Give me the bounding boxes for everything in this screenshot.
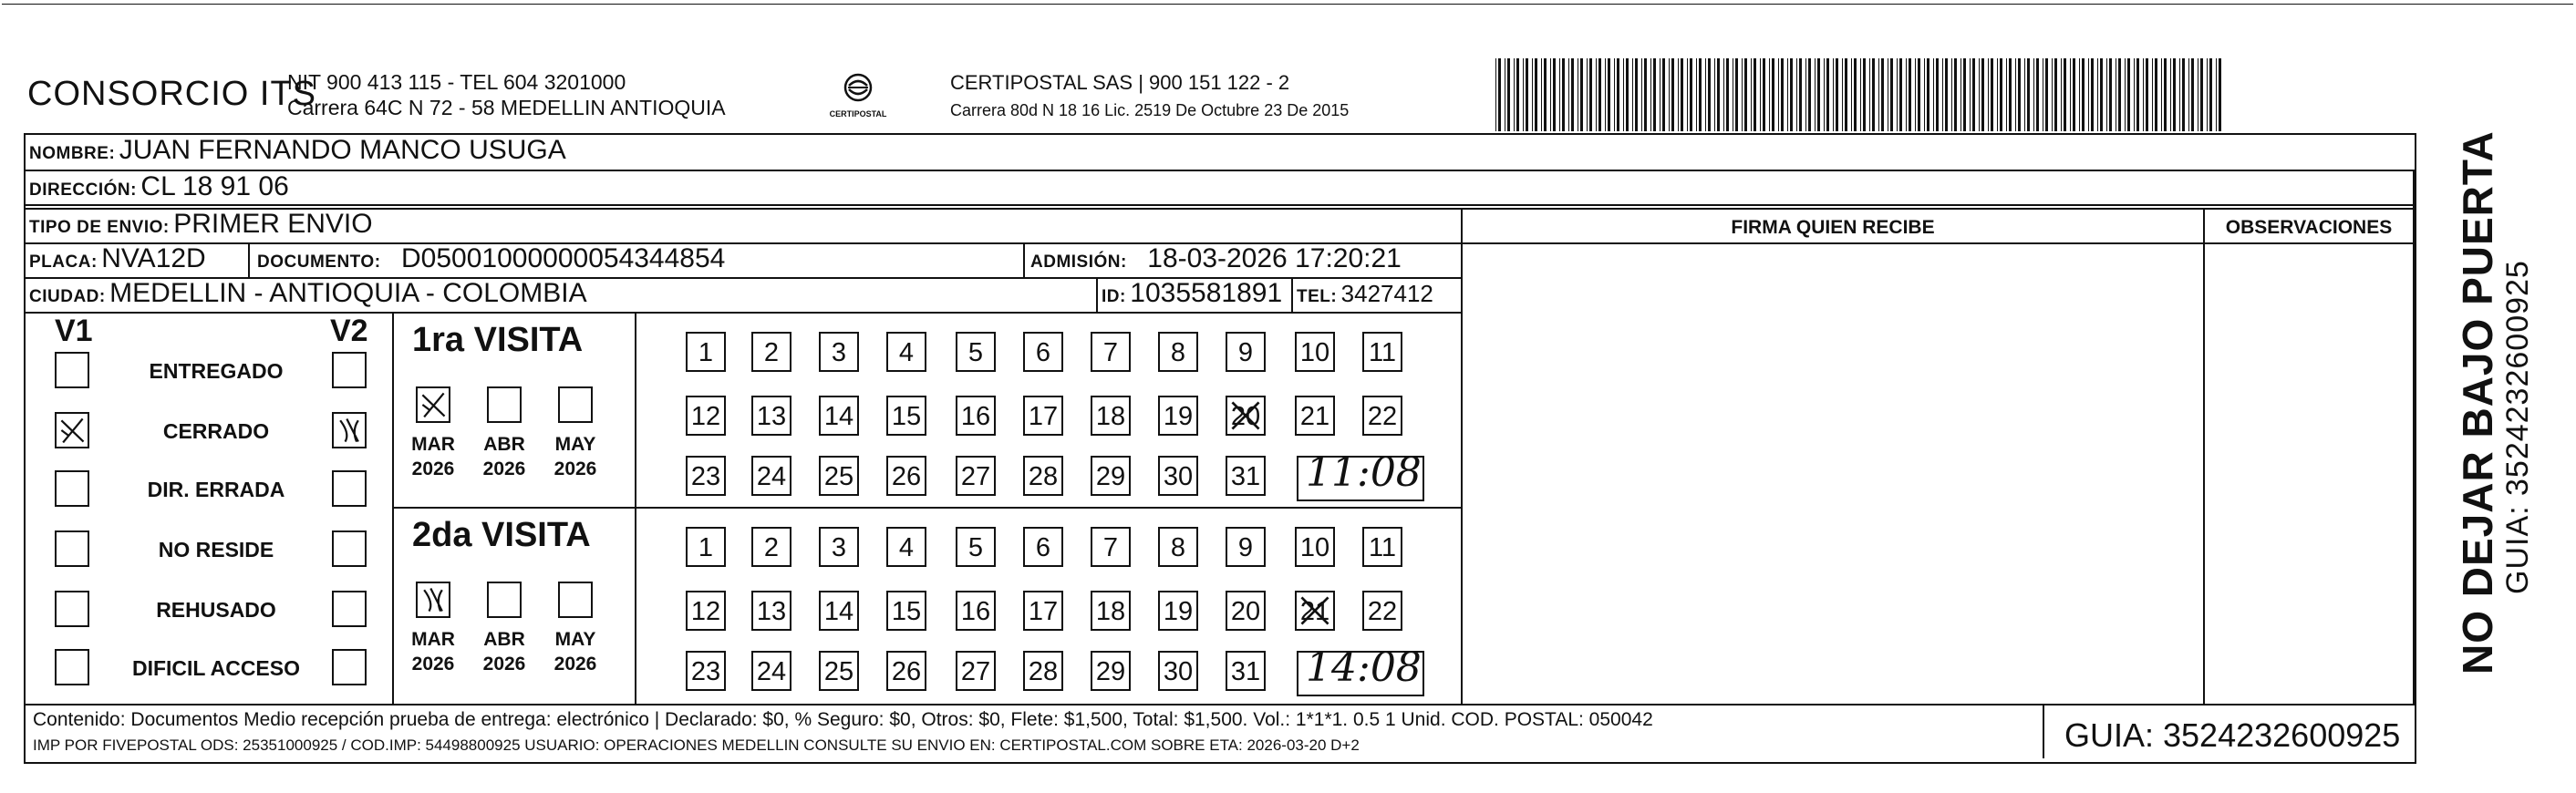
day-box[interactable] <box>1362 591 1402 631</box>
day-box[interactable] <box>1226 651 1266 691</box>
day-box[interactable] <box>1091 591 1131 631</box>
nombre-value: JUAN FERNANDO MANCO USUGA <box>119 135 566 165</box>
day-number: 4 <box>898 338 915 367</box>
certipostal-logo <box>821 67 895 126</box>
day-number: 27 <box>960 657 991 686</box>
v1-checkbox[interactable] <box>55 352 89 388</box>
day-number: 2 <box>763 338 780 367</box>
logo-text: CERTIPOSTAL <box>829 109 887 118</box>
day-number: 17 <box>1028 597 1059 626</box>
day-number: 1 <box>698 338 714 367</box>
day-number: 18 <box>1095 597 1126 626</box>
v2-checkbox[interactable] <box>332 591 367 627</box>
v1-checkbox[interactable] <box>55 470 89 507</box>
day-box[interactable] <box>1362 332 1402 372</box>
day-box[interactable] <box>686 456 726 496</box>
day-number: 16 <box>960 597 991 626</box>
day-number: 9 <box>1237 338 1254 367</box>
handwritten-time: 11:08 <box>1306 449 1422 496</box>
rule-6 <box>24 312 1461 314</box>
day-box[interactable] <box>1226 527 1266 567</box>
month-name: ABR <box>483 629 525 650</box>
visit-time-box[interactable] <box>1297 644 1424 696</box>
no-dejar-warning: NO DEJAR BAJO PUERTA <box>2454 130 2501 675</box>
tipo-envio-value: PRIMER ENVIO <box>173 209 373 239</box>
vrule-status <box>392 312 394 704</box>
ciudad-field <box>29 278 587 309</box>
month-name: MAR <box>411 434 455 455</box>
company-info <box>287 69 726 120</box>
id-field <box>1102 278 1282 309</box>
nit-line: NIT 900 413 115 - TEL 604 3201000 <box>287 70 626 94</box>
rule-2 <box>24 204 2415 206</box>
day-number: 14 <box>823 402 854 431</box>
admision-field <box>1030 243 1402 274</box>
tipo-envio-field <box>29 209 373 240</box>
day-number: 3 <box>831 533 847 562</box>
day-number: 25 <box>823 657 854 686</box>
day-number: 24 <box>756 462 787 491</box>
day-box[interactable] <box>1226 332 1266 372</box>
day-number: 27 <box>960 462 991 491</box>
rule-7 <box>392 507 1461 509</box>
v1-label: V1 <box>55 314 93 348</box>
day-number: 14 <box>823 597 854 626</box>
v1-checkbox[interactable] <box>55 649 89 685</box>
day-number: 20 <box>1230 597 1261 626</box>
day-box[interactable] <box>686 527 726 567</box>
ciudad-label: CIUDAD: <box>29 287 106 306</box>
v2-checkbox[interactable] <box>332 412 367 448</box>
day-box[interactable] <box>819 651 859 691</box>
admision-label: ADMISIÓN: <box>1030 252 1127 272</box>
vrule-months <box>635 312 636 704</box>
month-label <box>546 627 605 676</box>
day-box[interactable] <box>686 396 726 436</box>
firma-column-head: FIRMA QUIEN RECIBE <box>1731 217 1935 238</box>
month-checkbox[interactable] <box>558 582 593 618</box>
day-box[interactable] <box>1023 396 1063 436</box>
month-label <box>546 432 605 481</box>
v2-checkbox[interactable] <box>332 470 367 507</box>
day-box[interactable] <box>1158 591 1198 631</box>
day-number: 8 <box>1170 533 1186 562</box>
placa-value: NVA12D <box>101 243 206 273</box>
v2-checkbox[interactable] <box>332 530 367 567</box>
day-box[interactable] <box>1023 332 1063 372</box>
documento-value: D05001000000054344854 <box>401 243 726 273</box>
day-number: 26 <box>891 462 922 491</box>
vrule-placa <box>248 242 250 277</box>
day-box[interactable] <box>956 396 996 436</box>
month-label <box>475 627 533 676</box>
footer-contenido: Contenido: Documentos Medio recepción prueba de entrega: electrónico | Declarado: $0, % Seguro: $0, Otros: $0, Flete: $1,500, Total: $1,500. Vol.: 1*1*1. 0.5 1 Unid. COD. POSTAL: 050042 <box>33 709 1653 730</box>
month-checkbox[interactable] <box>487 386 522 423</box>
day-box[interactable] <box>1158 651 1198 691</box>
day-number: 19 <box>1163 597 1194 626</box>
day-number: 13 <box>756 402 787 431</box>
visit-time-box[interactable] <box>1297 449 1424 501</box>
footer-guia: GUIA: 3524232600925 <box>2064 716 2401 754</box>
day-box[interactable] <box>1226 591 1266 631</box>
day-number: 26 <box>891 657 922 686</box>
day-number: 21 <box>1299 597 1330 626</box>
day-number: 5 <box>967 533 984 562</box>
day-box[interactable] <box>819 527 859 567</box>
footer-imp: IMP POR FIVEPOSTAL ODS: 25351000925 / COD.IMP: 54498800925 USUARIO: OPERACIONES MEDELLIN CONSULTE SU ENVIO EN: CERTIPOSTAL.COM SOBRE ETA: 2026-03-20 D+2 <box>33 736 1360 754</box>
day-box[interactable] <box>1023 527 1063 567</box>
day-number: 28 <box>1028 657 1059 686</box>
day-box[interactable] <box>956 456 996 496</box>
day-number: 6 <box>1035 338 1051 367</box>
day-box[interactable] <box>751 527 791 567</box>
day-box[interactable] <box>1023 456 1063 496</box>
nombre-field <box>29 135 566 166</box>
day-box[interactable] <box>1091 527 1131 567</box>
admision-value: 18-03-2026 17:20:21 <box>1147 243 1402 273</box>
day-number: 2 <box>763 533 780 562</box>
tel-field <box>1297 280 1433 308</box>
documento-label: DOCUMENTO: <box>257 252 381 272</box>
day-number: 22 <box>1367 402 1398 431</box>
day-number: 11 <box>1368 533 1397 562</box>
day-box[interactable] <box>886 332 926 372</box>
day-number: 3 <box>831 338 847 367</box>
documento-field <box>257 243 725 274</box>
day-box[interactable] <box>1158 332 1198 372</box>
ciudad-value: MEDELLIN - ANTIOQUIA - COLOMBIA <box>109 278 587 308</box>
day-number: 15 <box>891 597 922 626</box>
day-box[interactable] <box>686 591 726 631</box>
day-box[interactable] <box>1023 591 1063 631</box>
day-number: 29 <box>1095 657 1126 686</box>
month-year: 2026 <box>553 458 597 479</box>
vrule-guia <box>2043 704 2044 758</box>
month-checkbox[interactable] <box>416 582 450 618</box>
month-year: 2026 <box>482 458 526 479</box>
day-box[interactable] <box>819 396 859 436</box>
month-checkbox[interactable] <box>558 386 593 423</box>
day-box[interactable] <box>819 591 859 631</box>
day-box[interactable] <box>751 591 791 631</box>
day-number: 12 <box>690 597 721 626</box>
day-box[interactable] <box>1091 332 1131 372</box>
month-checkbox[interactable] <box>416 386 450 423</box>
day-number: 22 <box>1367 597 1398 626</box>
day-number: 29 <box>1095 462 1126 491</box>
day-number: 18 <box>1095 402 1126 431</box>
day-number: 4 <box>898 533 915 562</box>
carrier-line: CERTIPOSTAL SAS | 900 151 122 - 2 <box>950 71 1290 94</box>
v2-checkbox[interactable] <box>332 352 367 388</box>
day-box[interactable] <box>1091 456 1131 496</box>
day-number: 24 <box>756 657 787 686</box>
day-box[interactable] <box>886 456 926 496</box>
day-box[interactable] <box>1295 396 1335 436</box>
day-number: 7 <box>1102 338 1119 367</box>
carrier-license: Carrera 80d N 18 16 Lic. 2519 De Octubre 23 De 2015 <box>950 101 1350 119</box>
day-box[interactable] <box>819 332 859 372</box>
day-box[interactable] <box>886 396 926 436</box>
day-number: 25 <box>823 462 854 491</box>
day-number: 30 <box>1163 462 1194 491</box>
day-box[interactable] <box>686 332 726 372</box>
month-year: 2026 <box>482 654 526 675</box>
v2-label: V2 <box>330 314 368 348</box>
month-label <box>404 627 462 676</box>
day-number: 31 <box>1230 462 1261 491</box>
vrule-tel <box>1291 277 1293 312</box>
day-box[interactable] <box>956 527 996 567</box>
id-value: 1035581891 <box>1130 278 1283 308</box>
status-option-label: DIFICIL ACCESO <box>131 656 300 680</box>
observaciones-column-head: OBSERVACIONES <box>2225 217 2393 238</box>
day-number: 7 <box>1102 533 1119 562</box>
day-box[interactable] <box>1362 527 1402 567</box>
direccion-field <box>29 171 289 202</box>
day-box[interactable] <box>1023 651 1063 691</box>
day-number: 23 <box>690 657 721 686</box>
month-year: 2026 <box>553 654 597 675</box>
visit-title: 1ra VISITA <box>412 321 584 359</box>
vrule-obs-left <box>2203 208 2205 704</box>
day-box[interactable] <box>1091 651 1131 691</box>
day-number: 6 <box>1035 533 1051 562</box>
day-box[interactable] <box>1158 396 1198 436</box>
day-number: 11 <box>1368 338 1397 367</box>
tel-value: 3427412 <box>1340 280 1433 307</box>
rule-3 <box>24 208 2415 210</box>
day-box[interactable] <box>1295 591 1335 631</box>
month-label <box>475 432 533 481</box>
v1-checkbox[interactable] <box>55 530 89 567</box>
v2-checkbox[interactable] <box>332 649 367 685</box>
status-option-label: DIR. ERRADA <box>147 478 285 501</box>
rule-1 <box>24 170 2415 171</box>
handwritten-time: 14:08 <box>1306 644 1422 691</box>
day-box[interactable] <box>1091 396 1131 436</box>
company-name: CONSORCIO ITS <box>27 75 317 113</box>
day-box[interactable] <box>1158 456 1198 496</box>
vrule-admision <box>1023 242 1025 277</box>
tel-label: TEL: <box>1297 287 1338 306</box>
day-box[interactable] <box>751 332 791 372</box>
vrule-id <box>1096 277 1098 312</box>
day-number: 10 <box>1299 338 1330 367</box>
vrule-obs-right <box>2413 170 2415 704</box>
day-box[interactable] <box>1362 396 1402 436</box>
day-box[interactable] <box>686 651 726 691</box>
day-box[interactable] <box>956 651 996 691</box>
day-number: 21 <box>1299 402 1330 431</box>
tipo-envio-label: TIPO DE ENVIO: <box>29 218 170 237</box>
day-number: 30 <box>1163 657 1194 686</box>
month-checkbox[interactable] <box>487 582 522 618</box>
month-name: MAR <box>411 629 455 650</box>
vrule-firma-left <box>1461 208 1463 704</box>
day-number: 19 <box>1163 402 1194 431</box>
v1-checkbox[interactable] <box>55 591 89 627</box>
day-number: 23 <box>690 462 721 491</box>
month-name: MAY <box>554 629 596 650</box>
day-box[interactable] <box>1295 332 1335 372</box>
day-number: 20 <box>1230 402 1261 431</box>
day-number: 13 <box>756 597 787 626</box>
day-number: 17 <box>1028 402 1059 431</box>
day-number: 5 <box>967 338 984 367</box>
month-name: ABR <box>483 434 525 455</box>
carrier-info <box>950 69 1349 124</box>
direccion-value: CL 18 91 06 <box>140 171 289 201</box>
nombre-label: NOMBRE: <box>29 144 116 163</box>
placa-label: PLACA: <box>29 252 98 272</box>
day-number: 10 <box>1299 533 1330 562</box>
direccion-label: DIRECCIÓN: <box>29 180 137 200</box>
day-box[interactable] <box>886 527 926 567</box>
status-option-label: REHUSADO <box>156 598 276 622</box>
month-name: MAY <box>554 434 596 455</box>
visit-title: 2da VISITA <box>412 516 591 554</box>
side-guia: GUIA: 3524232600925 <box>2500 260 2535 594</box>
status-option-label: CERRADO <box>162 419 270 443</box>
day-box[interactable] <box>1158 527 1198 567</box>
day-box[interactable] <box>751 456 791 496</box>
day-box[interactable] <box>886 591 926 631</box>
status-option-label: NO RESIDE <box>158 538 274 561</box>
placa-field <box>29 243 206 274</box>
day-number: 12 <box>690 402 721 431</box>
day-box[interactable] <box>1295 527 1335 567</box>
v1-checkbox[interactable] <box>55 412 89 448</box>
month-label <box>404 432 462 481</box>
barcode <box>1495 58 2227 131</box>
day-number: 8 <box>1170 338 1186 367</box>
rule-8 <box>24 704 2415 705</box>
day-box[interactable] <box>956 332 996 372</box>
day-box[interactable] <box>1226 456 1266 496</box>
month-year: 2026 <box>411 458 455 479</box>
month-year: 2026 <box>411 654 455 675</box>
day-number: 28 <box>1028 462 1059 491</box>
day-box[interactable] <box>956 591 996 631</box>
day-number: 16 <box>960 402 991 431</box>
top-rule <box>2 4 2573 5</box>
id-label: ID: <box>1102 287 1126 306</box>
day-number: 9 <box>1237 533 1254 562</box>
day-box[interactable] <box>1226 396 1266 436</box>
day-box[interactable] <box>886 651 926 691</box>
day-box[interactable] <box>751 396 791 436</box>
day-number: 31 <box>1230 657 1261 686</box>
day-box[interactable] <box>751 651 791 691</box>
day-number: 1 <box>698 533 714 562</box>
status-option-label: ENTREGADO <box>149 359 284 383</box>
day-number: 15 <box>891 402 922 431</box>
company-address: Carrera 64C N 72 - 58 MEDELLIN ANTIOQUIA <box>287 96 726 119</box>
day-box[interactable] <box>819 456 859 496</box>
